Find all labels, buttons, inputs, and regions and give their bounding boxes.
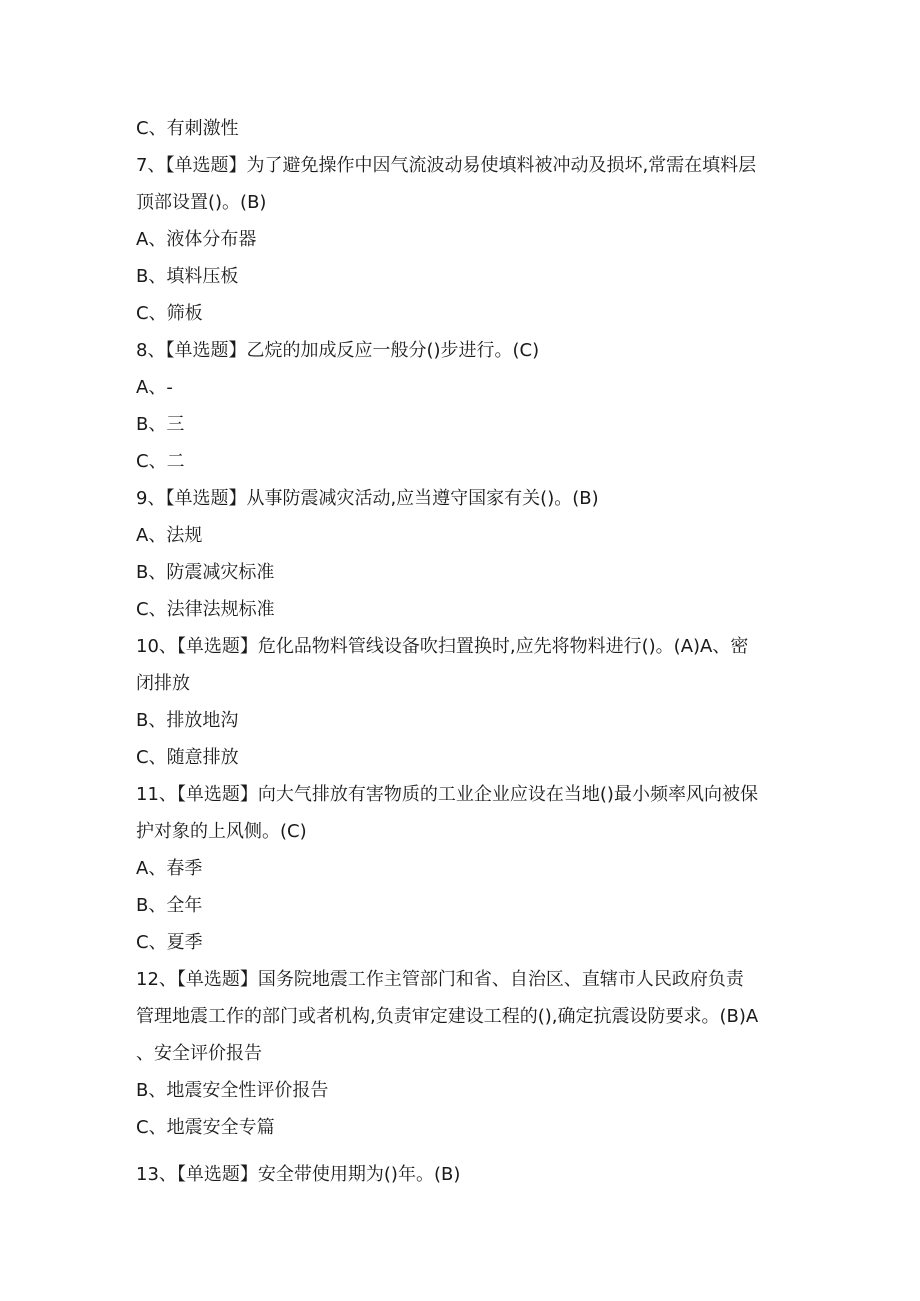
question-7-line-2: 顶部设置()。(B) <box>136 192 267 213</box>
text-line: C、有刺激性 <box>136 118 239 139</box>
option-b: B、地震安全性评价报告 <box>136 1080 329 1101</box>
option-b: B、三 <box>136 414 185 435</box>
question-8: 8、【单选题】乙烷的加成反应一般分()步进行。(C) <box>136 340 540 361</box>
option-c: C、随意排放 <box>136 747 239 768</box>
question-10-line-1: 10、【单选题】危化品物料管线设备吹扫置换时,应先将物料进行()。(A)A、密 <box>136 636 749 657</box>
question-11-line-1: 11、【单选题】向大气排放有害物质的工业企业应设在当地()最小频率风向被保 <box>136 784 758 805</box>
question-13: 13、【单选题】安全带使用期为()年。(B) <box>136 1164 461 1185</box>
question-10-line-2: 闭排放 <box>136 673 190 694</box>
question-12-line-3: 、安全评价报告 <box>136 1043 262 1064</box>
option-b: B、排放地沟 <box>136 710 239 731</box>
option-b: B、全年 <box>136 895 203 916</box>
option-c: C、筛板 <box>136 303 203 324</box>
option-a: A、法规 <box>136 525 203 546</box>
question-9: 9、【单选题】从事防震减灾活动,应当遵守国家有关()。(B) <box>136 488 599 509</box>
option-c: C、二 <box>136 451 185 472</box>
option-a: A、液体分布器 <box>136 229 257 250</box>
option-a: A、春季 <box>136 858 203 879</box>
option-a: A、- <box>136 377 173 398</box>
option-c: C、地震安全专篇 <box>136 1117 275 1138</box>
question-7-line-1: 7、【单选题】为了避免操作中因气流波动易使填料被冲动及损坏,常需在填料层 <box>136 155 757 176</box>
option-b: B、防震减灾标准 <box>136 562 275 583</box>
option-b: B、填料压板 <box>136 266 239 287</box>
option-c: C、法律法规标准 <box>136 599 275 620</box>
question-11-line-2: 护对象的上风侧。(C) <box>136 821 307 842</box>
question-12-line-2: 管理地震工作的部门或者机构,负责审定建设工程的(),确定抗震设防要求。(B)A <box>136 1006 759 1027</box>
question-text-block <box>136 110 786 1193</box>
option-c: C、夏季 <box>136 932 203 953</box>
question-12-line-1: 12、【单选题】国务院地震工作主管部门和省、自治区、直辖市人民政府负责 <box>136 969 744 990</box>
